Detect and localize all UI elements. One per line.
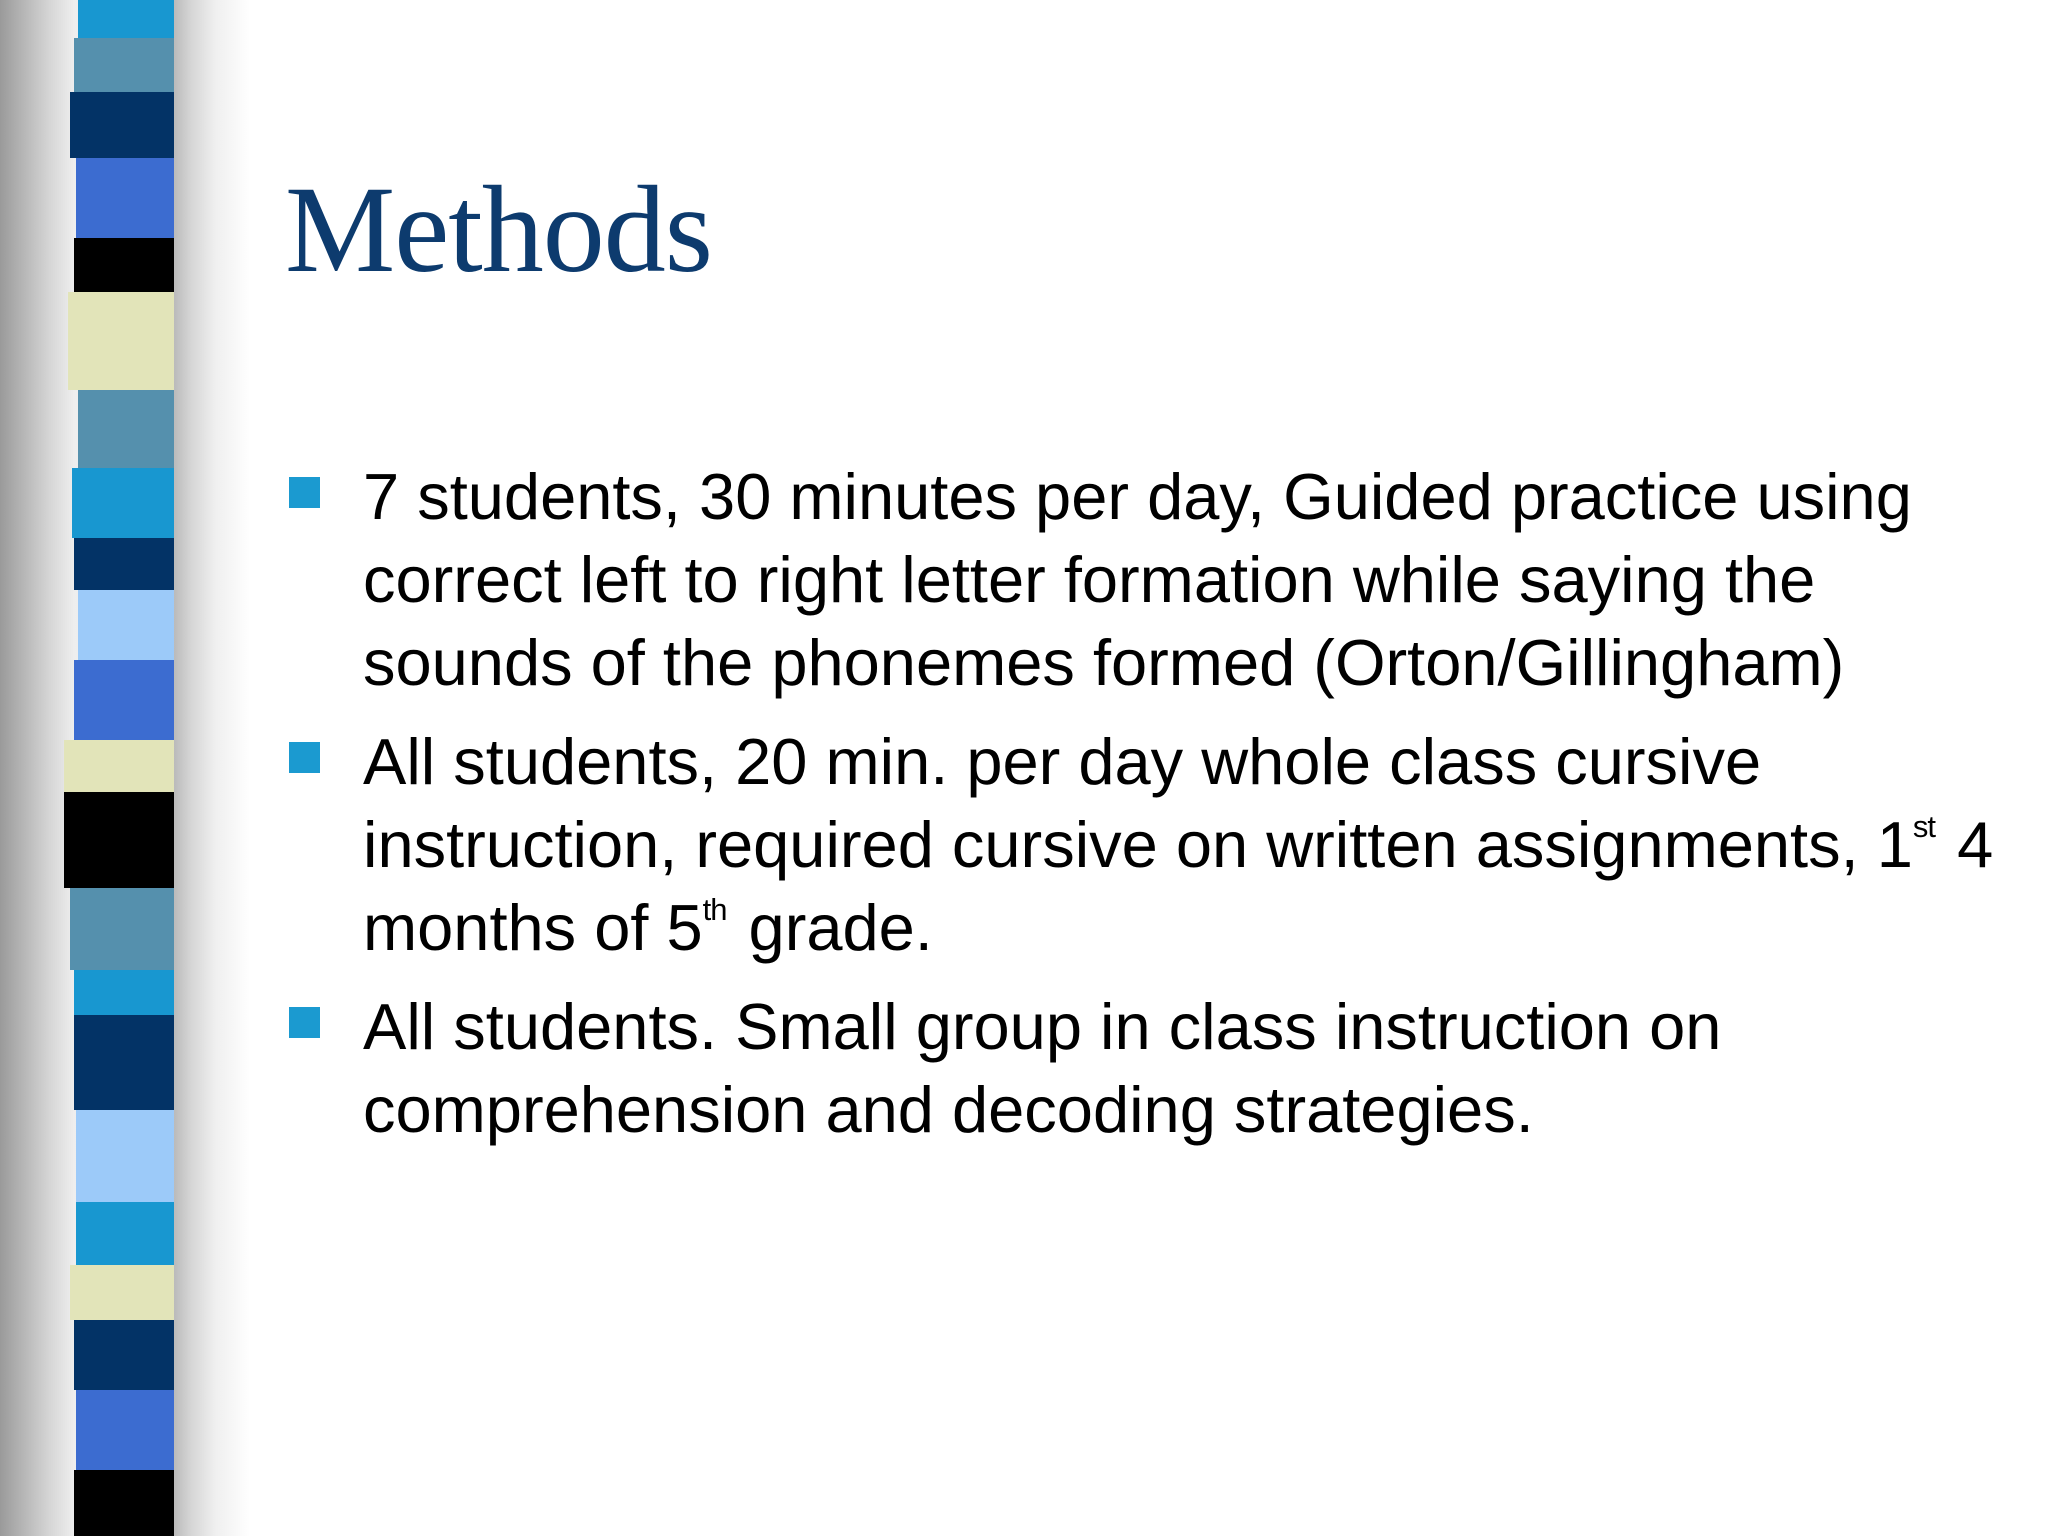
bullet-list — [285, 455, 2005, 1167]
bullet-text-part: 4 months of 5 — [363, 808, 1994, 964]
stripe-segment — [74, 1470, 174, 1536]
stripe-segment — [70, 888, 174, 970]
bullet-item-3 — [285, 985, 2005, 1151]
stripe-segment — [76, 158, 174, 238]
stripe-segment — [68, 292, 174, 390]
bullet-text: All students. Small group in class instruction on comprehension and decoding strategies. — [363, 990, 1722, 1146]
stripe-segment — [74, 660, 174, 740]
ordinal-superscript: st — [1912, 809, 1936, 844]
slide-title: Methods — [285, 161, 712, 298]
bullet-text: 7 students, 30 minutes per day, Guided practice using correct left to right letter formation while saying the sounds of the phonemes formed (Orton/Gillingham) — [363, 460, 1912, 699]
stripe-segment — [78, 0, 174, 38]
stripe-segment — [78, 590, 174, 660]
square-bullet-icon — [289, 1007, 320, 1038]
stripe-segment — [70, 1265, 174, 1320]
stripe-segment — [64, 740, 174, 792]
stripe-segment — [74, 1320, 174, 1390]
bullet-text-part: grade. — [730, 891, 933, 964]
decorative-stripe-bar — [74, 0, 174, 1536]
stripe-segment — [64, 792, 174, 888]
bullet-item-1 — [285, 455, 2005, 704]
ordinal-superscript: th — [702, 892, 727, 927]
stripe-segment — [76, 1202, 174, 1265]
bullet-item-2 — [285, 720, 2005, 969]
stripe-segment — [74, 538, 174, 590]
square-bullet-icon — [289, 477, 320, 508]
stripe-segment — [78, 390, 174, 468]
stripe-segment — [72, 468, 174, 538]
stripe-segment — [76, 1390, 174, 1470]
stripe-segment — [74, 38, 174, 92]
bullet-text-part: All students, 20 min. per day whole class cursive instruction, required cursive on written assignments, 1 — [363, 725, 1913, 881]
stripe-segment — [74, 1015, 174, 1110]
stripe-segment — [70, 92, 174, 158]
stripe-segment — [74, 970, 174, 1015]
square-bullet-icon — [289, 742, 320, 773]
stripe-segment — [74, 238, 174, 292]
stripe-segment — [76, 1110, 174, 1202]
